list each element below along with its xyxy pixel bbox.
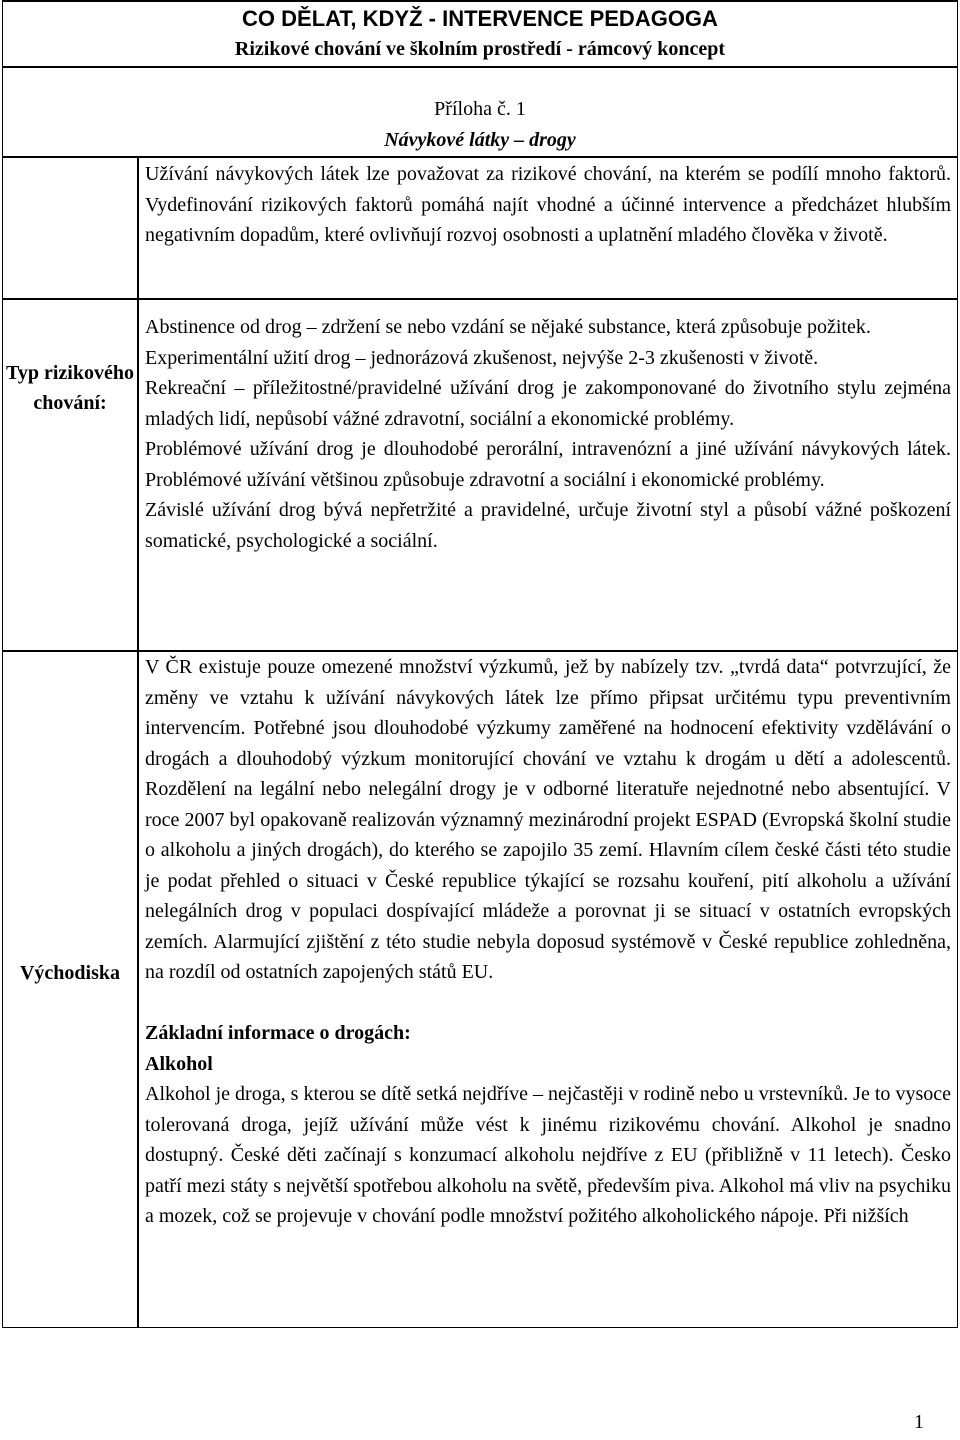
intro-paragraph bbox=[145, 159, 951, 251]
basis-content bbox=[145, 652, 951, 1232]
row-label-basis: Východiska bbox=[19, 962, 121, 984]
alcohol-paragraph: Alkohol je droga, s kterou se dítě setká nejdříve – nejčastěji v rodině nebo u vrstevníků. Je to vysoce tolerovaná droga, jejíž užívání může vést k jinému rizikovému chování. Alkohol je snadno dostupný. České děti začínají s konzumací alkoholu nejdříve z EU (přibližně v 11 letech). Česko patří mezi státy s největší spotřebou alkoholu na světě, především piva. Alkohol má vliv na psychiku a mozek, což se projevuje v chování podle množství požitého alkoholického nápoje. Při nižších bbox=[145, 1083, 951, 1227]
attachment-topic: Návykové látky – drogy bbox=[384, 129, 576, 151]
spacer bbox=[145, 988, 951, 1019]
topic-divider bbox=[2, 156, 958, 158]
intro-text: Užívání návykových látek lze považovat za rizikové chování, na kterém se podílí mnoho faktorů. Vydefinování rizikových faktorů pomáhá najít vhodné a účinné intervence a předcházet hlubším negativním dopadům, které ovlivňují rozvoj osobnosti a uplatnění mladého člověka v životě. bbox=[145, 163, 951, 246]
basic-info-heading: Základní informace o drogách: bbox=[145, 1022, 411, 1044]
intro-divider bbox=[2, 298, 958, 300]
risk-type-recreational: Rekreační – příležitostné/pravidelné užívání drog je zakomponované do životního stylu zejména mladých lidí, nepůsobí vážné zdravotní, sociální a ekonomické problémy. bbox=[145, 377, 951, 430]
risk-type-experimental: Experimentální užití drog – jednorázová zkušenost, nejvýše 2-3 zkušenosti v životě. bbox=[145, 346, 819, 369]
risk-type-dependent: Závislé užívání drog bývá nepřetržité a pravidelné, určuje životní styl a působí vážné poškození somatické, psychologické a sociální. bbox=[145, 499, 951, 552]
basis-paragraph: V ČR existuje pouze omezené množství výzkumů, jež by nabízely tzv. „tvrdá data“ potvrzující, že změny ve vztahu k užívání návykových látek lze přímo připsat určitému typu preventivním intervencím. Potřebné jsou dlouhodobé výzkumy zaměřené na hodnocení efektivity vzdělávání o drogách a dlouhodobý výzkum monitorující chování ve vztahu k drogám u dětí a adolescentů. Rozdělení na legální nebo nelegální drogy je v odborné literatuře nejednotné nebo absentující. V roce 2007 byl opakovaně realizován významný mezinárodní projekt ESPAD (Evropská školní studie o alkoholu a jiných drogách), do kterého se zapojilo 35 zemí. Hlavním cílem české části této studie je podat přehled o situaci v České republice týkající se rozsahu kouření, pití alkoholu a užívání nelegálních drog v populaci dospívající mládeže a porovnat ji se situací v ostatních evropských zemích. Alarmující zjištění z této studie nebyla doposud systémově v České republice zohledněna, na rozdíl od ostatních zapojených států EU. bbox=[145, 656, 951, 983]
document-subtitle: Rizikové chování ve školním prostředí - rámcový koncept bbox=[234, 38, 726, 60]
risk-type-list bbox=[145, 312, 951, 556]
risk-type-abstinence: Abstinence od drog – zdržení se nebo vzdání se nějaké substance, která způsobuje požitek. bbox=[145, 316, 871, 338]
row-label-risk-type: Typ rizikového chování: bbox=[6, 362, 134, 414]
attachment-label: Příloha č. 1 bbox=[434, 98, 526, 120]
document-title: CO DĚLAT, KDYŽ - INTERVENCE PEDAGOGA bbox=[242, 6, 718, 31]
risk-type-problematic: Problémové užívání drog je dlouhodobé perorální, intravenózní a jiné užívání návykových látek. Problémové užívání většinou způsobuje zdravotní a sociální i ekonomické problémy. bbox=[145, 438, 951, 491]
page-number: 1 bbox=[914, 1411, 924, 1433]
header-divider bbox=[2, 66, 958, 68]
column-divider bbox=[137, 156, 139, 1328]
alcohol-heading: Alkohol bbox=[145, 1052, 213, 1075]
